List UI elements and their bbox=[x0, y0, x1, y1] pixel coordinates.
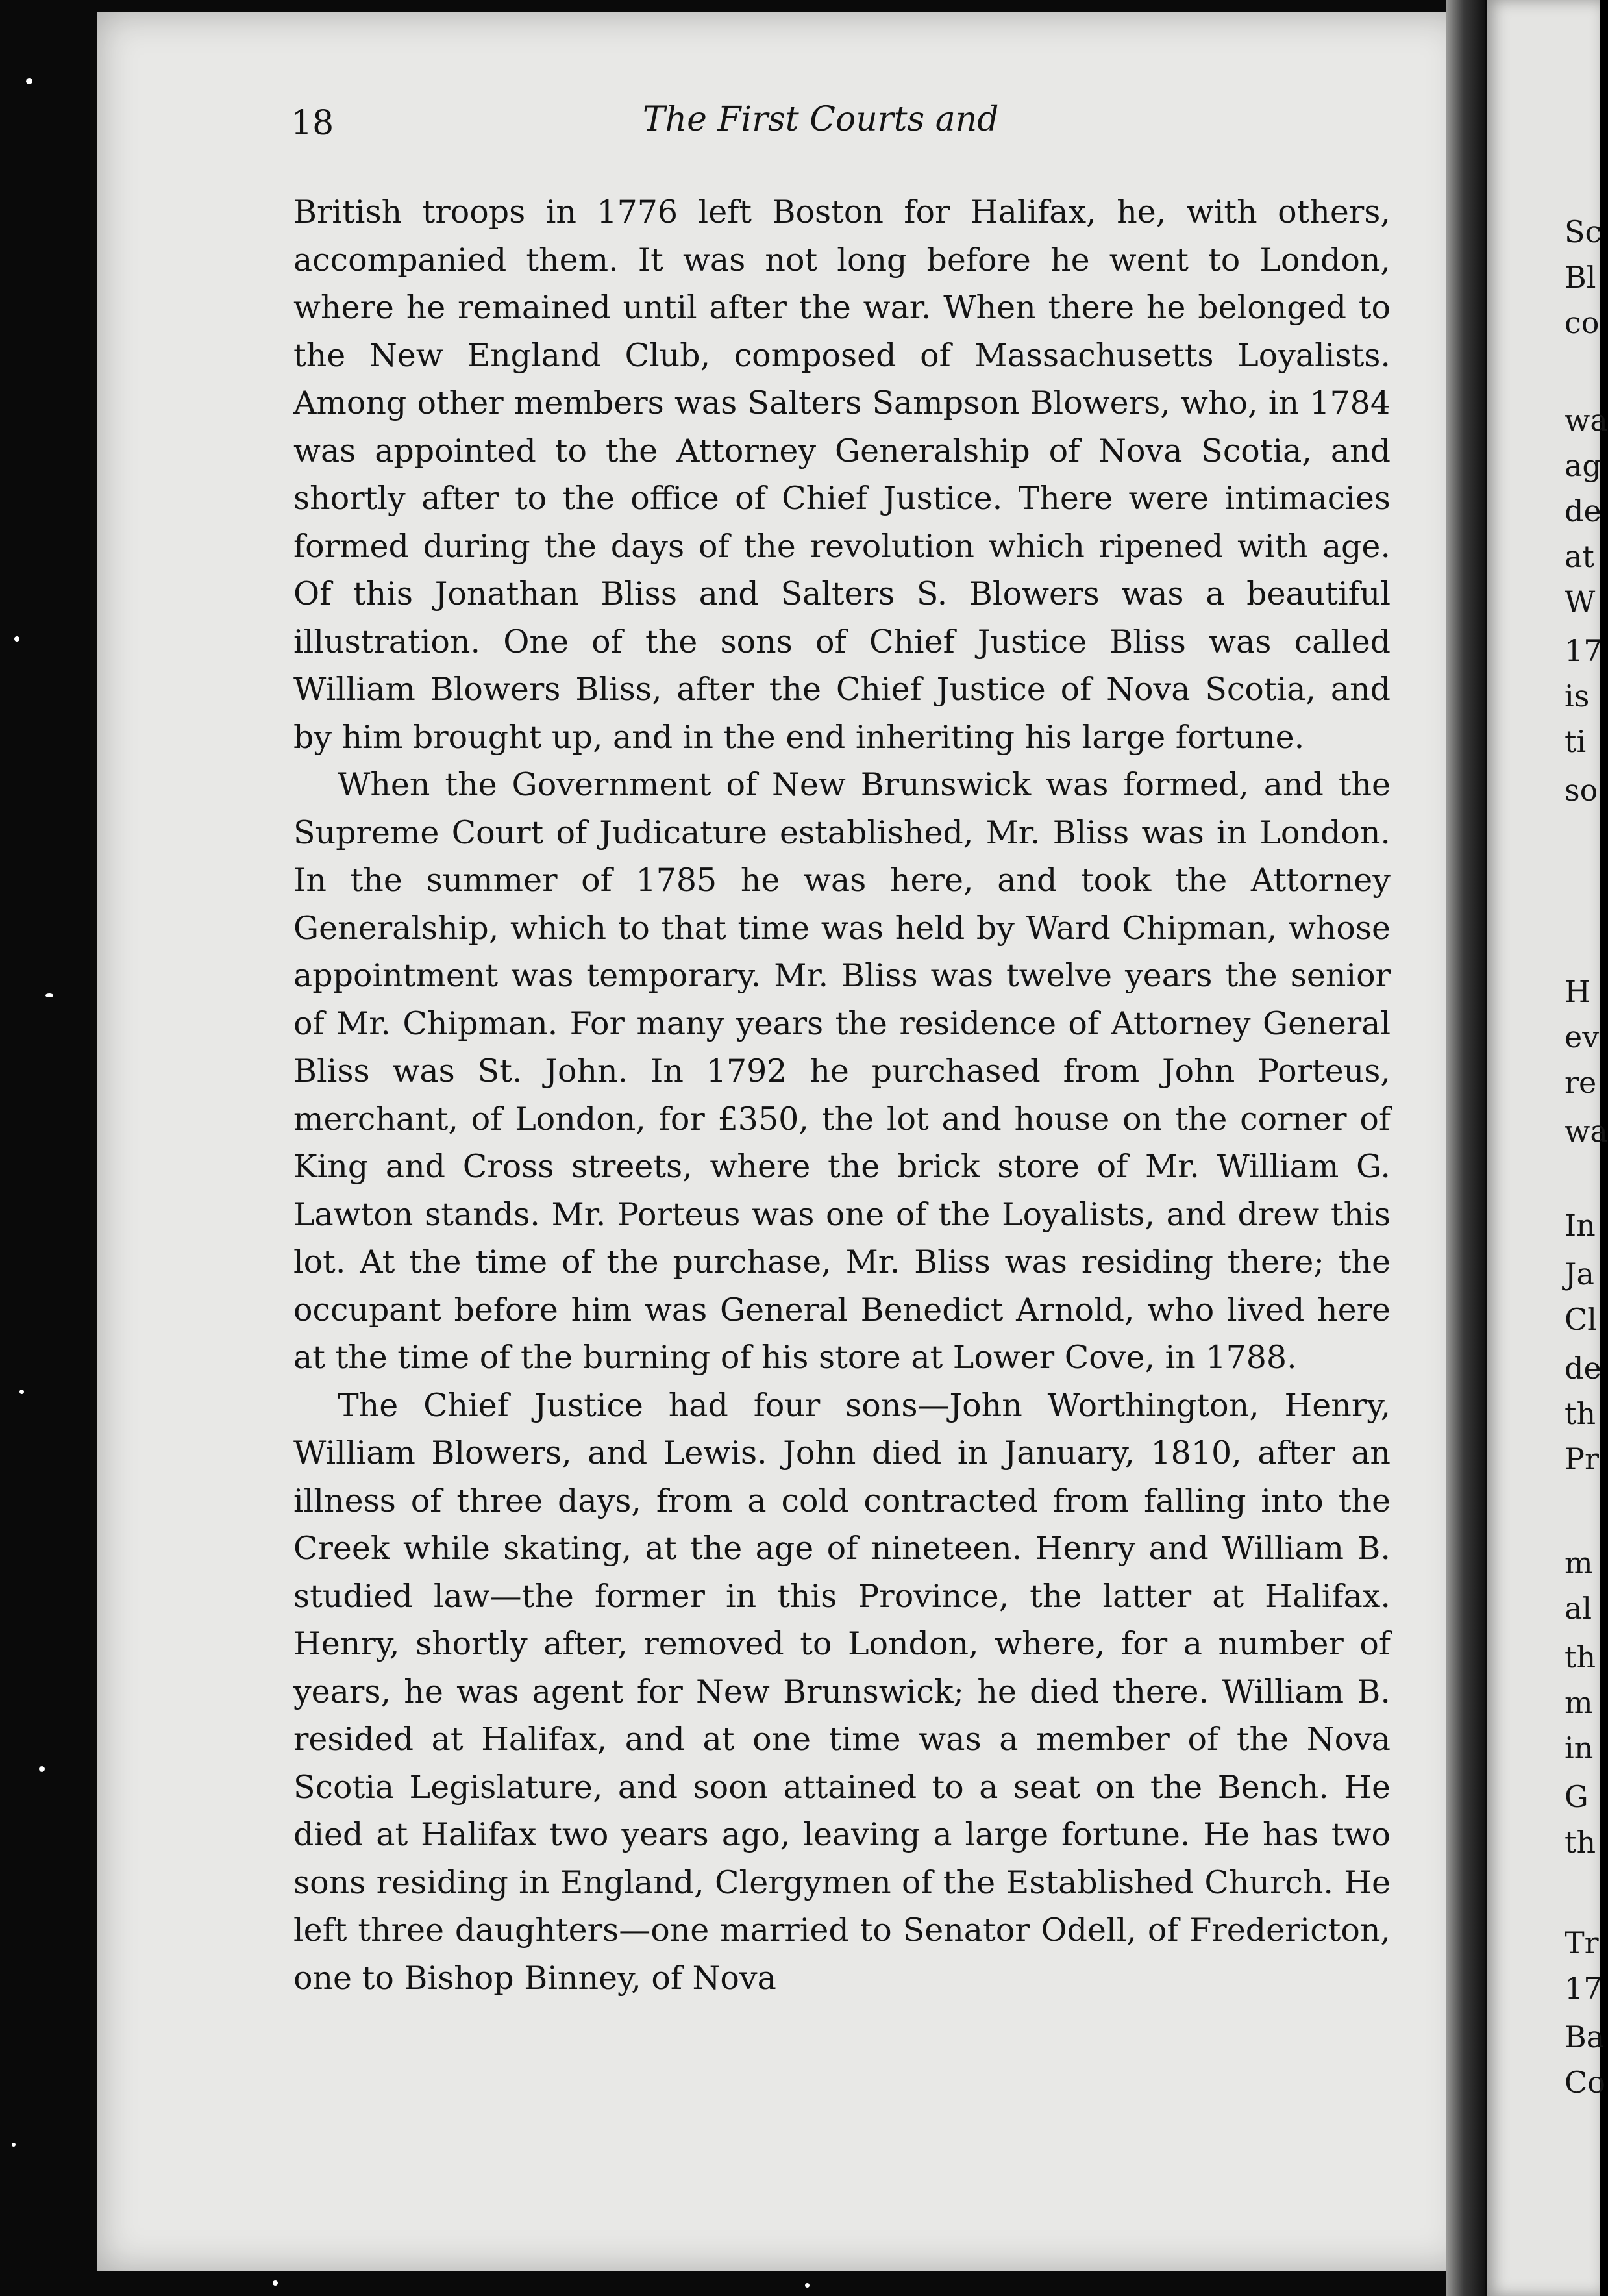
facing-page-fragment: ti bbox=[1565, 724, 1587, 759]
scan-speck bbox=[45, 993, 53, 997]
facing-page-fragment: th bbox=[1565, 1825, 1596, 1860]
facing-page-fragment: Ja bbox=[1565, 1256, 1594, 1292]
facing-page-fragment: Co bbox=[1565, 2065, 1605, 2100]
facing-page-text-fragments bbox=[1565, 0, 1608, 2296]
facing-page-fragment: re bbox=[1565, 1065, 1597, 1100]
facing-page-fragment: de bbox=[1565, 1351, 1602, 1386]
page-number: 18 bbox=[291, 104, 334, 143]
paragraph: British troops in 1776 left Boston for Halifax, he, with others, accompanied them. It was not long before he went to London, where he remained until after the war. When there he belonged to the New England Club, composed of Massachusetts Loyalists. Among other members was Salters Sampson Blowers, who, in 1784 was appointed to the Attorney Generalship of Nova Scotia, and shortly after to the office of Chief Justice. There were intimacies formed during the days of the revolution which ripened with age. Of this Jonathan Bliss and Salters S. Blowers was a beautiful illustration. One of the sons of Chief Justice Bliss was called William Blowers Bliss, after the Chief Justice of Nova Scotia, and by him brought up, and in the end inheriting his large fortune. bbox=[293, 193, 1391, 756]
facing-page-fragment: Cl bbox=[1565, 1302, 1597, 1337]
facing-page-fragment: 17 bbox=[1565, 1971, 1603, 2006]
scan-speck bbox=[26, 78, 32, 84]
facing-page-fragment: 17 bbox=[1565, 633, 1603, 668]
scan-speck bbox=[273, 2280, 278, 2286]
facing-page-fragment: th bbox=[1565, 1396, 1596, 1431]
facing-page-fragment: al bbox=[1565, 1591, 1592, 1626]
facing-page-fragment: Ba bbox=[1565, 2019, 1605, 2054]
facing-page-fragment: de bbox=[1565, 493, 1602, 529]
facing-page-fragment: th bbox=[1565, 1640, 1596, 1675]
scan-speck bbox=[805, 2283, 810, 2288]
facing-page-fragment: m bbox=[1565, 1545, 1593, 1580]
paragraph: The Chief Justice had four sons—John Worthington, Henry, William Blowers, and Lewis. John died in January, 1810, after an illness of three days, from a cold contracted from falling into the Creek while skating, at the age of nineteen. Henry and William B. studied law—the former in this Province, the latter at Halifax. Henry, shortly after, removed to London, where, for a number of years, he was agent for New Brunswick; he died there. William B. resided at Halifax, and at one time was a member of the Nova Scotia Legislature, and soon attained to a seat on the Bench. He died at Halifax two years ago, leaving a large fortune. He has two sons residing in England, Clergymen of the Established Church. He left three daughters—one married to Senator Odell, of Fredericton, one to Bishop Binney, of Nova bbox=[293, 1386, 1391, 1997]
facing-page-fragment: ev bbox=[1565, 1019, 1600, 1054]
facing-page-fragment: is bbox=[1565, 679, 1590, 714]
running-head: The First Courts and bbox=[643, 100, 999, 139]
facing-page-fragment: wa bbox=[1565, 1114, 1608, 1149]
facing-page-fragment: G bbox=[1565, 1779, 1589, 1814]
facing-page-fragment: Sc bbox=[1565, 214, 1602, 249]
facing-page-fragment: at bbox=[1565, 539, 1594, 574]
scan-speck bbox=[39, 1766, 45, 1772]
paragraph: When the Government of New Brunswick was formed, and the Supreme Court of Judicature established, Mr. Bliss was in London. In the summer of 1785 he was here, and took the Attorney Generalship, which to that time was held by Ward Chipman, whose appointment was temporary. Mr. Bliss was twelve years the senior of Mr. Chipman. For many years the residence of Attorney General Bliss was St. John. In 1792 he purchased from John Porteus, merchant, of London, for £350, the lot and house on the corner of King and Cross streets, where the brick store of Mr. William G. Lawton stands. Mr. Porteus was one of the Loyalists, and drew this lot. At the time of the purchase, Mr. Bliss was residing there; the occupant before him was General Benedict Arnold, who lived here at the time of the burning of his store at Lower Cove, in 1788. bbox=[293, 766, 1391, 1376]
scan-speck bbox=[12, 2143, 16, 2147]
facing-page-fragment: co bbox=[1565, 305, 1600, 340]
facing-page-fragment: Pr bbox=[1565, 1441, 1599, 1477]
facing-page-fragment: m bbox=[1565, 1685, 1593, 1720]
facing-page-fragment: ag bbox=[1565, 448, 1602, 483]
scan-speck bbox=[14, 636, 19, 642]
facing-page-fragment: Bl bbox=[1565, 260, 1596, 295]
facing-page-fragment: H bbox=[1565, 974, 1591, 1009]
facing-page-fragment: wa bbox=[1565, 403, 1608, 438]
facing-page-fragment: Tr bbox=[1565, 1925, 1599, 1960]
facing-page-fragment: In bbox=[1565, 1208, 1596, 1243]
facing-page-fragment: in bbox=[1565, 1730, 1594, 1766]
body-text bbox=[293, 188, 1391, 2002]
facing-page-fragment: W bbox=[1565, 584, 1596, 619]
scan-speck bbox=[19, 1390, 24, 1394]
book-gutter bbox=[1446, 0, 1485, 2296]
facing-page-fragment: so bbox=[1565, 773, 1598, 808]
